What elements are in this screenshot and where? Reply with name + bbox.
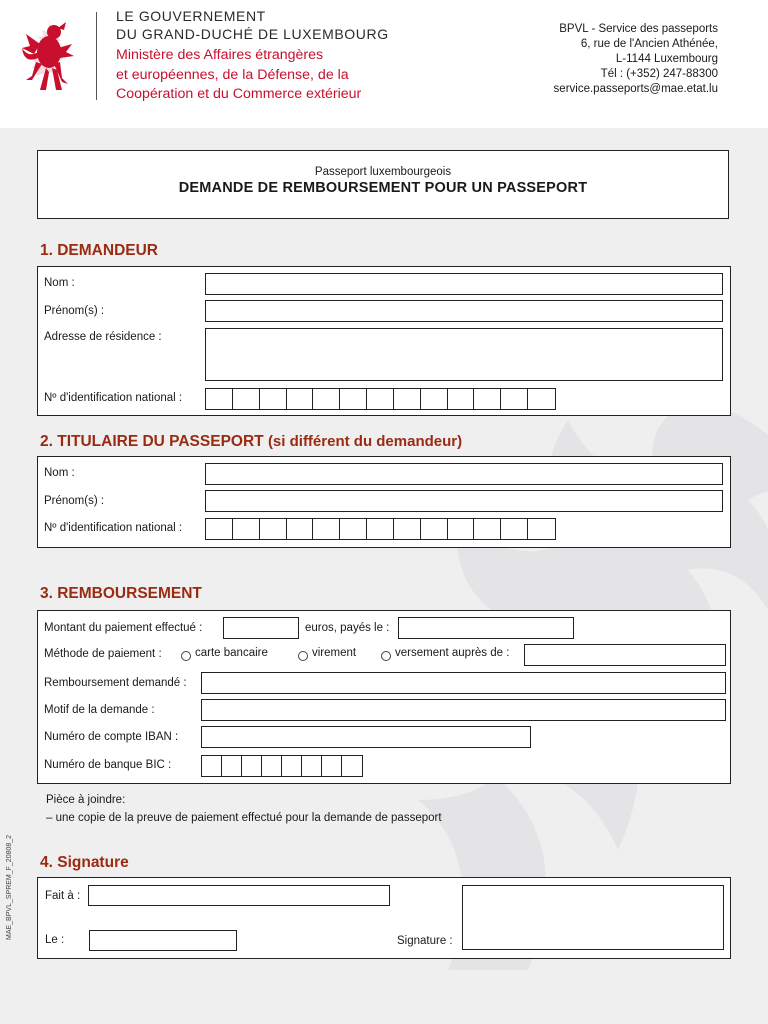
nid-label: Nº d'identification national : [44,392,183,404]
address-line-1: BPVL - Service des passeports [559,23,718,35]
fait-a-field[interactable] [88,885,390,906]
demandeur-nom-field[interactable] [205,273,723,295]
fait-label: Fait à : [45,890,81,902]
titulaire-nid-field[interactable] [205,518,556,540]
section-3-box [37,610,731,784]
le-label: Le : [45,934,65,946]
prenom-label: Prénom(s) : [44,305,105,317]
date-paiement-field[interactable] [398,617,574,639]
iban-field[interactable] [201,726,531,748]
titulaire-nid-label: Nº d'identification national : [44,522,183,534]
versement-aupres-field[interactable] [524,644,726,666]
form-subtitle: Passeport luxembourgeois [314,166,452,178]
montant-label: Montant du paiement effectué : [44,622,203,634]
section-2-title: 2. TITULAIRE DU PASSEPORT [40,433,264,450]
titulaire-prenom-label: Prénom(s) : [44,495,105,507]
ministry-name [116,46,361,105]
address-line-2: 6, rue de l'Ancien Athénée, [580,38,718,50]
methode-label: Méthode de paiement : [44,648,162,660]
gov-line-1: LE GOUVERNEMENT [116,8,266,24]
adresse-label: Adresse de résidence : [44,331,162,343]
section-4-heading: 4. Signature [40,854,129,871]
section-1-box [37,266,731,416]
piece-title: Pièce à joindre: [46,794,126,806]
date-signature-field[interactable] [89,930,237,951]
section-3-heading: 3. REMBOURSEMENT [40,585,202,602]
remboursement-field[interactable] [201,672,726,694]
nom-label: Nom : [44,277,75,289]
form-title-box [37,150,729,219]
address-email: service.passeports@mae.etat.lu [553,83,718,95]
demandeur-adresse-field[interactable] [205,328,723,381]
virement-label: virement [312,647,357,659]
gov-line-2: DU GRAND-DUCHÉ DE LUXEMBOURG [116,25,389,42]
iban-label: Numéro de compte IBAN : [44,731,179,743]
signature-field[interactable] [462,885,724,950]
letterhead [0,0,768,128]
bic-field[interactable] [201,755,363,777]
section-2-heading [40,433,462,451]
form-code: MAE_BPVL_SPREM_F_20808_2 [6,834,13,940]
address-line-3: L-1144 Luxembourg [615,53,718,65]
red-lion-logo [18,18,80,94]
carte-bancaire-label: carte bancaire [195,647,268,659]
motif-field[interactable] [201,699,726,721]
form-title: DEMANDE DE REMBOURSEMENT POUR UN PASSEPORT [178,180,588,196]
titulaire-prenom-field[interactable] [205,490,723,512]
service-address [554,22,718,97]
section-2-note: (si différent du demandeur) [267,433,463,450]
section-4-box [37,877,731,959]
signature-label: Signature : [397,935,453,947]
ministry-line-1: Ministère des Affaires étrangères [116,47,324,63]
header-divider [96,12,97,100]
titulaire-nom-label: Nom : [44,467,75,479]
ministry-line-2: et européennes, de la Défense, de la [116,66,349,83]
demandeur-nid-field[interactable] [205,388,556,410]
versement-label: versement auprès de : [395,647,510,659]
radio-carte-bancaire[interactable] [181,651,191,661]
ministry-line-3: Coopération et du Commerce extérieur [116,86,362,102]
motif-label: Motif de la demande : [44,704,155,716]
radio-versement[interactable] [381,651,391,661]
piece-item: – une copie de la preuve de paiement effectué pour la demande de passeport [46,812,442,824]
bic-label: Numéro de banque BIC : [44,759,172,771]
montant-field[interactable] [223,617,299,639]
section-1-heading: 1. DEMANDEUR [40,242,158,259]
address-phone: Tél : (+352) 247-88300 [600,68,718,80]
section-2-box [37,456,731,548]
government-name [116,8,389,43]
radio-virement[interactable] [298,651,308,661]
euros-label: euros, payés le : [305,622,390,634]
remboursement-label: Remboursement demandé : [44,677,187,689]
titulaire-nom-field[interactable] [205,463,723,485]
demandeur-prenom-field[interactable] [205,300,723,322]
